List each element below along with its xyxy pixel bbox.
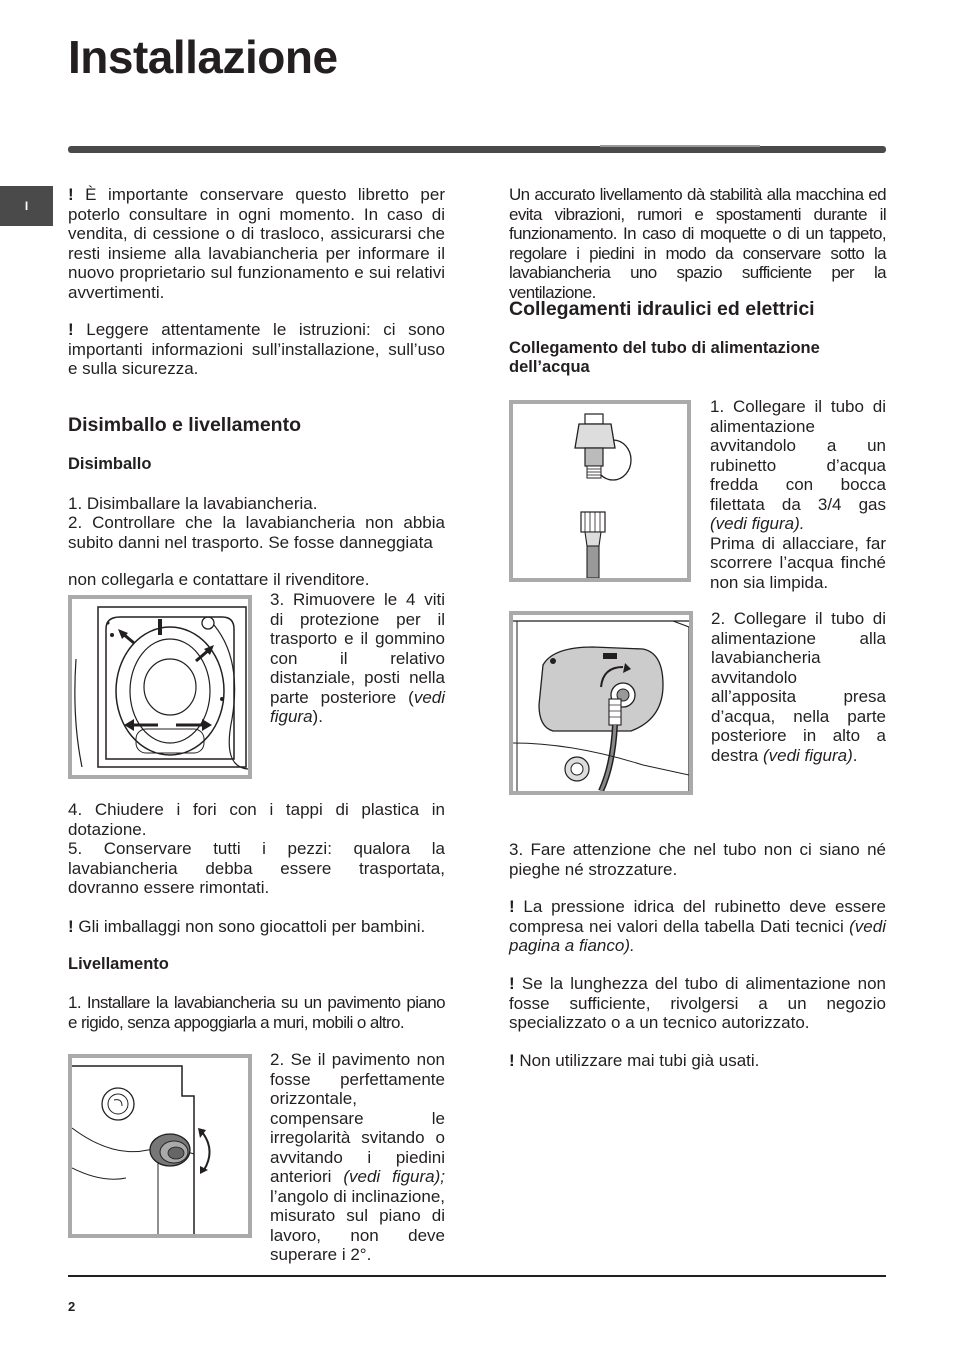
figure-rear-panel [68, 595, 252, 779]
subheading-disimballo: Disimballo [68, 455, 152, 473]
tap-connection-illustration [513, 404, 687, 578]
adjustable-foot-illustration [72, 1058, 248, 1234]
intro-text-1: È importante conservare questo libretto per poterlo consultare in ogni momento. In caso di vendita, di cessione o di trasloco, assicurarsi che resti insieme alla lavabiancheria per informare il nuovo proprietario sul funzionamento e sui relativi avvertimenti. [68, 185, 445, 302]
rear-panel-illustration [72, 599, 248, 775]
section-heading-disimballo-livellamento: Disimballo e livellamento [68, 414, 301, 436]
subheading-livellamento: Livellamento [68, 955, 169, 973]
connection-step-3: 3. Fare attenzione che nel tubo non ci siano né pieghe né strozzature. [509, 840, 886, 879]
page-number: 2 [68, 1299, 76, 1314]
step-2: 2. Controllare che la lavabiancheria non abbia subito danni nel trasporto. Se fosse danneggiata [68, 513, 445, 552]
note-hose-length: ! Se la lunghezza del tubo di alimentazione non fosse sufficiente, rivolgersi a un negozio specializzato o a un tecnico autorizzato. [509, 974, 886, 1032]
step-1: 1. Disimballare la lavabiancheria. [68, 494, 318, 513]
warning-mark: ! [68, 917, 74, 936]
step-2b: non collegarla e contattare il rivenditore. [68, 570, 370, 589]
warning-mark: ! [68, 320, 74, 339]
subheading-collegamento-tubo: Collegamento del tubo di alimentazione dell’acqua [509, 339, 820, 376]
packaging-warning-text: Gli imballaggi non sono giocattoli per bambini. [73, 917, 426, 936]
step-4: 4. Chiudere i fori con i tappi di plastica in dotazione. [68, 800, 445, 839]
figure-tap-connection [509, 400, 691, 582]
packaging-warning [68, 917, 445, 937]
warning-mark: ! [509, 974, 515, 993]
figure-washer-inlet [509, 611, 693, 795]
leveling-step-1: 1. Installare la lavabiancheria su un pavimento piano e rigido, senza appoggiarla a muri, mobili o altro. [68, 993, 445, 1032]
intro-paragraph-2 [68, 320, 445, 379]
connection-step-2: 2. Collegare il tubo di alimentazione alla lavabiancheria avvitandolo all’apposita presa d’acqua, nella parte posteriore in alto a destra (vedi figura). [711, 609, 886, 765]
leveling-description: Un accurato livellamento dà stabilità alla macchina ed evita vibrazioni, rumori e spostamenti durante il funzionamento. In caso di moquette o di un tappeto, regolare i piedini in modo da conservare sotto la lavabiancheria uno spazio sufficiente per la ventilazione. [509, 185, 886, 302]
footer-rule [68, 1275, 886, 1277]
leveling-step-2: 2. Se il pavimento non fosse perfettamente orizzontale, compensare le irregolarità svitando o avvitando i piedini anteriori (vedi figura); l’angolo di inclinazione, misurato sul piano di lavoro, non deve superare i 2°. [270, 1050, 445, 1264]
note-water-pressure: ! La pressione idrica del rubinetto deve essere compresa nei valori della tabella Dati tecnici (vedi pagina a fianco). [509, 897, 886, 955]
figure-adjustable-foot [68, 1054, 252, 1238]
page-title: Installazione [68, 31, 338, 83]
section-heading-collegamenti: Collegamenti idraulici ed elettrici [509, 298, 815, 320]
warning-mark: ! [509, 1051, 515, 1070]
washer-inlet-illustration [513, 615, 689, 791]
step-3: 3. Rimuovere le 4 viti di protezione per il trasporto e il gommino con il relativo distanziale, posti nella parte posteriore (vedi figura). [270, 590, 445, 726]
warning-mark: ! [68, 185, 74, 204]
intro-paragraph-1 [68, 185, 445, 302]
language-tab: I [0, 186, 53, 226]
step-5: 5. Conservare tutti i pezzi: qualora la lavabiancheria debba essere trasportata, dovranno essere rimontati. [68, 839, 445, 897]
title-rule [68, 146, 886, 153]
note-used-hoses: ! Non utilizzare mai tubi già usati. [509, 1051, 760, 1070]
title-rule-highlight [600, 145, 760, 147]
intro-text-2: Leggere attentamente le istruzioni: ci sono importanti informazioni sull’installazione, sull’uso e sulla sicurezza. [68, 320, 445, 378]
connection-step-1: 1. Collegare il tubo di alimentazione avvitandolo a un rubinetto d’acqua fredda con bocca filettata da 3/4 gas (vedi figura). Prima di allacciare, far scorrere l’acqua finché non sia limpida. [710, 397, 886, 592]
warning-mark: ! [509, 897, 515, 916]
